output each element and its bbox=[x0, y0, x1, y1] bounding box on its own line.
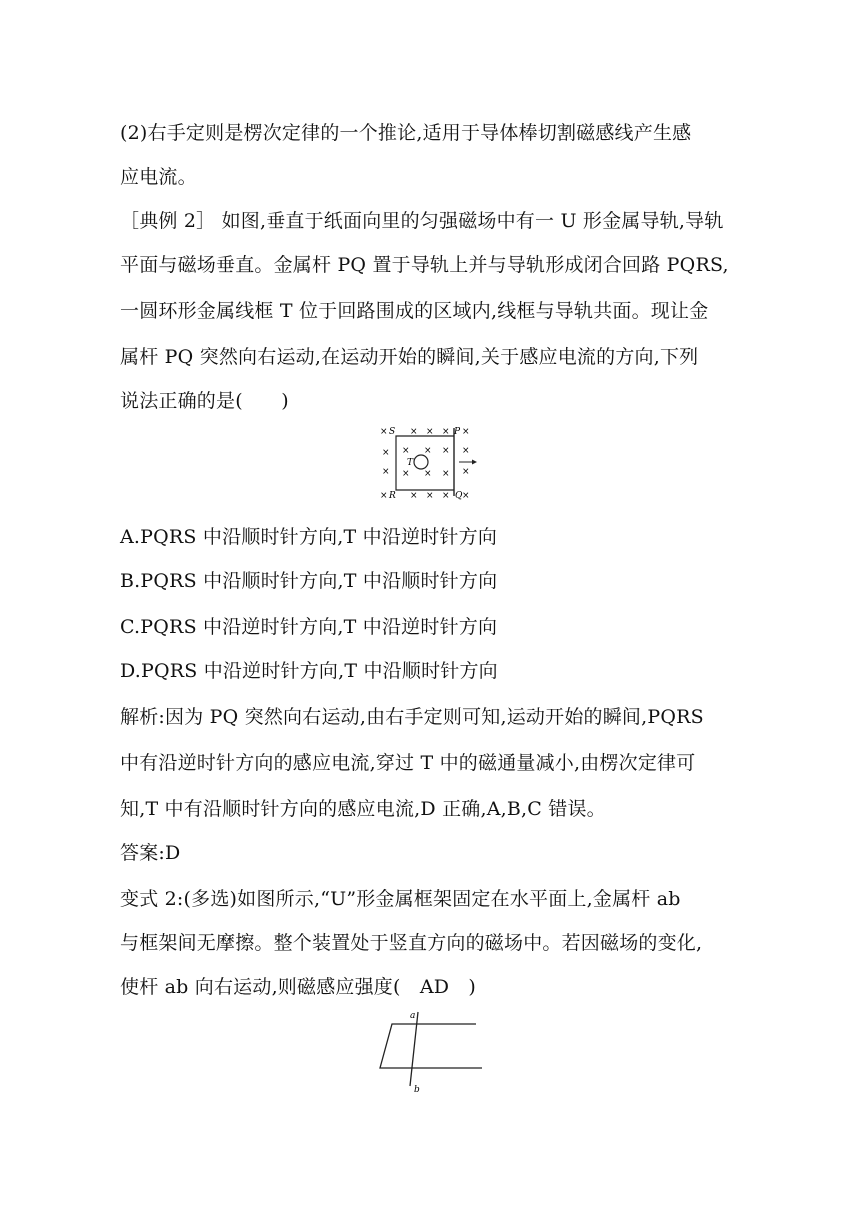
option-b: B.PQRS 中沿顺时针方向,T 中沿顺时针方向 bbox=[120, 570, 498, 592]
variant-line: 使杆 ab 向右运动,则磁感应强度( AD ) bbox=[120, 976, 476, 998]
svg-text:×: × bbox=[382, 467, 390, 477]
svg-text:×: × bbox=[462, 491, 470, 501]
svg-text:×: × bbox=[424, 446, 432, 456]
option-a: A.PQRS 中沿顺时针方向,T 中沿逆时针方向 bbox=[120, 526, 498, 548]
label-b: b bbox=[414, 1085, 420, 1095]
text-line: 一圆环形金属线框 T 位于回路围成的区域内,线框与导轨共面。现让金 bbox=[120, 300, 709, 322]
svg-text:×: × bbox=[402, 469, 410, 479]
svg-text:×: × bbox=[442, 446, 450, 456]
svg-text:×: × bbox=[442, 491, 450, 501]
field-cross: × bbox=[462, 427, 470, 437]
svg-text:×: × bbox=[442, 469, 450, 479]
text-line: 属杆 PQ 突然向右运动,在运动开始的瞬间,关于感应电流的方向,下列 bbox=[120, 346, 699, 368]
solution-line: 中有沿逆时针方向的感应电流,穿过 T 中的磁通量减小,由楞次定律可 bbox=[120, 752, 696, 774]
u-frame-rod-figure bbox=[372, 1008, 488, 1100]
solution-line: 解析:因为 PQ 突然向右运动,由右手定则可知,运动开始的瞬间,PQRS bbox=[120, 706, 704, 728]
svg-text:×: × bbox=[410, 491, 418, 501]
svg-text:×: × bbox=[424, 469, 432, 479]
solution-line: 知,T 中有沿顺时针方向的感应电流,D 正确,A,B,C 错误。 bbox=[120, 798, 606, 820]
svg-text:×: × bbox=[462, 467, 470, 477]
label-a: a bbox=[410, 1011, 416, 1021]
variant-line: 与框架间无摩擦。整个装置处于竖直方向的磁场中。若因磁场的变化, bbox=[120, 932, 703, 954]
variant-line: 变式 2:(多选)如图所示,“U”形金属框架固定在水平面上,金属杆 ab bbox=[120, 888, 681, 910]
text-line: 平面与磁场垂直。金属杆 PQ 置于导轨上并与导轨形成闭合回路 PQRS, bbox=[120, 254, 729, 276]
svg-text:×: × bbox=[380, 491, 388, 501]
svg-text:×: × bbox=[402, 446, 410, 456]
label-s: S bbox=[389, 427, 396, 437]
option-d: D.PQRS 中沿逆时针方向,T 中沿顺时针方向 bbox=[120, 660, 498, 682]
svg-text:×: × bbox=[462, 446, 470, 456]
field-cross: × bbox=[380, 427, 388, 437]
magnetic-field-rail-figure bbox=[376, 422, 486, 502]
example-heading: ［典例 2］ 如图,垂直于纸面向里的匀强磁场中有一 U 形金属导轨,导轨 bbox=[120, 210, 724, 232]
label-t: T bbox=[407, 458, 414, 468]
field-cross: × bbox=[442, 427, 450, 437]
text-line: 说法正确的是( ) bbox=[120, 390, 289, 412]
answer: 答案:D bbox=[120, 842, 181, 864]
option-c: C.PQRS 中沿逆时针方向,T 中沿逆时针方向 bbox=[120, 616, 498, 638]
field-cross: × bbox=[410, 427, 418, 437]
text-line: (2)右手定则是楞次定律的一个推论,适用于导体棒切割磁感线产生感 bbox=[120, 122, 692, 144]
field-cross: × bbox=[426, 427, 434, 437]
label-r: R bbox=[389, 491, 396, 501]
label-p: P bbox=[454, 427, 461, 437]
text-line: 应电流。 bbox=[120, 166, 197, 188]
label-q: Q bbox=[455, 491, 463, 501]
svg-text:×: × bbox=[382, 448, 390, 458]
svg-text:×: × bbox=[426, 491, 434, 501]
